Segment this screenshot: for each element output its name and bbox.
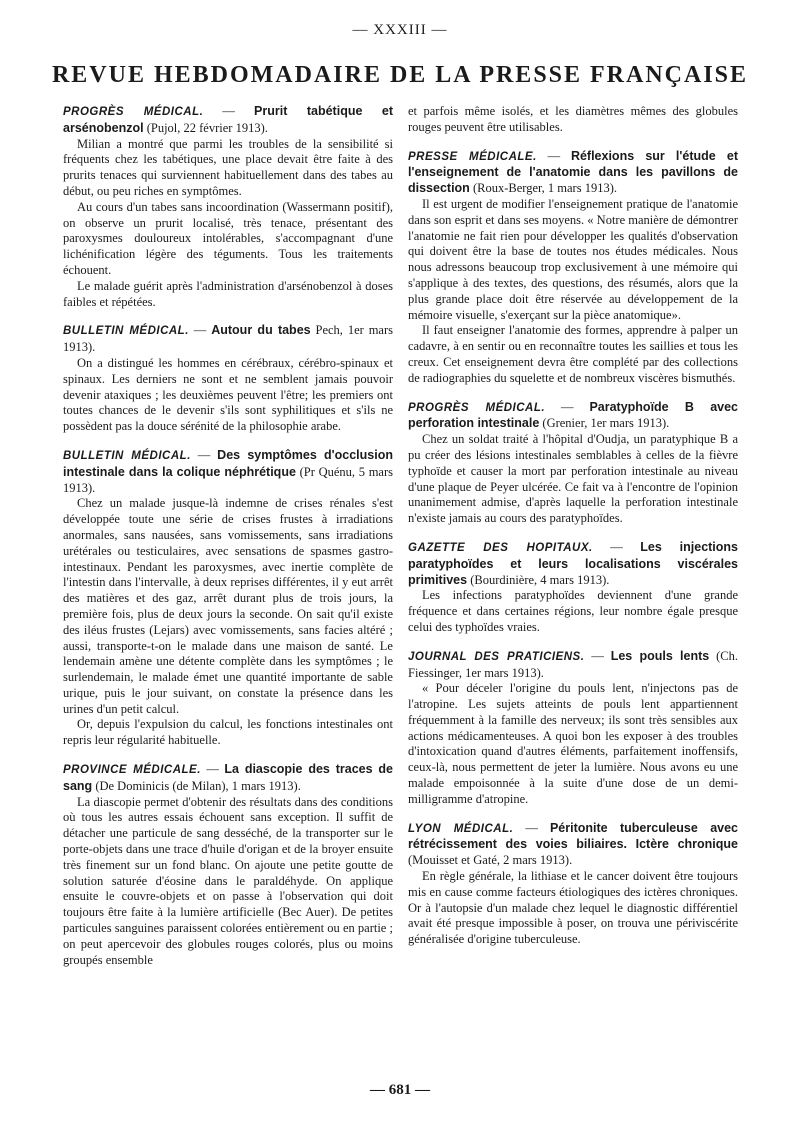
article-source: (Grenier, 1er mars 1913). (539, 416, 670, 431)
article-dash: — (536, 148, 571, 163)
article-paragraph: Milian a montré que parmi les troubles de la sensibilité si fréquents chez les tabétiques, une place devait être faite à des prurits tenaces qui surviennent habituellement dans des tabes au début, ou peu riches en symptômes. (63, 136, 393, 198)
article-journal: LYON MÉDICAL. (408, 822, 514, 835)
article-journal: PROVINCE MÉDICALE. (63, 764, 201, 777)
article-title: La diascopie des traces de sang (63, 762, 393, 793)
article-journal: BULLETIN MÉDICAL. (63, 325, 189, 338)
article-heading (63, 448, 393, 496)
article (408, 649, 738, 808)
article-source: (Pr Quénu, 5 mars 1913). (63, 464, 394, 495)
article-journal: PROGRÈS MÉDICAL. (63, 106, 204, 118)
article-heading (408, 821, 738, 869)
article-dash: — (200, 762, 225, 777)
article-paragraph: et parfois même isolés, et les diamètres mêmes des globules rouges peuvent être utilisables. (408, 104, 738, 134)
article (408, 104, 738, 136)
article-dash: — (188, 323, 212, 338)
article-title: Autour du tabes (211, 323, 311, 338)
article-paragraph: Il est urgent de modifier l'enseignement pratique de l'anatomie dans son esprit et dans ses moyens. « Notre manière de démontrer l'anatomie ne fait rien pour développer les qualités d'observation qui doivent être la base de toutes nos études médicales. Nous nous adressons beaucoup trop exclusivement à une mémoire qui s'applique à des textes, des questions, des résumés, alors que la plus grande place doit être réservée au développement de la mémoire visuelle, s'exerçant sur la pièce anatomique». (408, 196, 738, 322)
article-heading (408, 540, 738, 588)
article-dash: — (203, 104, 255, 118)
article-source: (Ch. Fiessinger, 1er mars 1913). (408, 648, 739, 680)
article-source: (Bourdinière, 4 mars 1913). (467, 572, 610, 587)
article-heading (408, 149, 738, 197)
article-paragraph: Il faut enseigner l'anatomie des formes, apprendre à palper un cadavre, à en sentir ou en reconnaître toutes les saillies et tous les creux. Cet enseignement devra être complété par des collections de radiographies du squelette et de nombreux viscères bismuthés. (408, 323, 738, 385)
article-paragraph: Le malade guérit après l'administration d'arsénobenzol à doses faibles et répétées. (63, 278, 393, 309)
article-title: Paratyphoïde B avec perforation intestinale (408, 399, 738, 431)
article-source: (Pujol, 22 février 1913). (143, 120, 268, 135)
article-title: Réflexions sur l'étude et l'enseignement de l'anatomie dans les pavillons de dissection (408, 148, 738, 196)
article-heading (408, 649, 738, 682)
article-paragraph: On a distingué les hommes en cérébraux, cérébro-spinaux et spinaux. Les derniers ne sont et ne semblent jamais pouvoir devenir ataxiques ; les deuxièmes peuvent l'être; les premiers ont toutes chances de le devenir s'ils sont syphilitiques et s'ils ne possèdent pas la douce sérénité de la philosophie arabe. (63, 355, 393, 434)
article-heading (63, 762, 393, 795)
article-dash: — (584, 648, 611, 663)
article-source: (Mouisset et Gaté, 2 mars 1913). (408, 853, 573, 868)
article-title: Des symptômes d'occlusion intestinale dans la colique néphrétique (63, 447, 393, 479)
article-journal: PRESSE MÉDICALE. (408, 150, 537, 163)
left-column (63, 104, 393, 981)
article (408, 540, 738, 636)
article-dash: — (592, 539, 641, 554)
article-dash: — (545, 399, 590, 414)
article-heading (408, 400, 738, 433)
article-title: Péritonite tuberculeuse avec rétrécissement des voies biliaires. Ictère chronique (408, 820, 739, 852)
article-journal: BULLETIN MÉDICAL. (63, 449, 191, 462)
right-column (408, 104, 738, 961)
article-heading (63, 104, 393, 137)
article-paragraph: Or, depuis l'expulsion du calcul, les fonctions intestinales ont repris leur régularité habituelle. (63, 717, 393, 748)
article (63, 762, 393, 968)
article-source: (Roux-Berger, 1 mars 1913). (469, 181, 617, 196)
folio-page-number: — 681 — (370, 1082, 430, 1098)
article-dash: — (190, 447, 218, 462)
article-journal: GAZETTE DES HOPITAUX. (408, 541, 593, 554)
article-paragraph: « Pour déceler l'origine du pouls lent, n'injectons pas de l'atropine. Les sujets atteints de pouls lent appartiennent fréquemment à la famille des nerveux; ils sont très sensibles aux actions médicamenteuses. A quoi bon les exposer à des troubles d'intoxication quand d'autres éléments, parfaitement inoffensifs, ceux-là, nous permettent de jeter la lumière. Nous avons eu une malade empoisonnée à la suite d'une dose de un demi-milligramme d'atropine. (408, 681, 738, 806)
article-paragraph: Les infections paratyphoïdes deviennent d'une grande fréquence et dans certaines régions, leur nombre égale presque celui des typhoïdes vraies. (408, 588, 738, 634)
article-title: Les pouls lents (610, 648, 710, 663)
article-paragraph: La diascopie permet d'obtenir des résultats dans des conditions où tous les autres essais échouent sans exception. Il suffit de détacher une particule de sang desséché, de la transporter sur le porte-objets dans une trace d'huile d'origan et de la broyer ensuite très finement sur un fond blanc. On ajoute une petite goutte de solution saturée d'éosine dans le paraldéhyde. On applique ensuite le couvre-objets et on passe à l'observation qui doit toujours être faite à la lumière artificielle (Bec Auer). De petites particules sanguines paraissent colorées entièrement ou en partie ; on peut apercevoir des globules rouges colorés, plus ou moins groupés ensemble (63, 794, 393, 967)
article (63, 448, 393, 749)
article (408, 821, 738, 948)
article (408, 400, 738, 527)
article-source: (De Dominicis (de Milan), 1 mars 1913). (92, 778, 301, 793)
article-title: Les injections paratyphoïdes et leurs localisations viscérales primitives (408, 539, 739, 587)
article-paragraph: Au cours d'un tabes sans incoordination (Wassermann positif), on observe un prurit localisé, très tenace, présentant des paroxysmes douloureux intolérables, s'accompagnant d'une lichénification légère des téguments. Tous les traitements échouent. (63, 199, 393, 277)
article-journal: JOURNAL DES PRATICIENS. (408, 650, 585, 663)
article-journal: PROGRÈS MÉDICAL. (408, 401, 546, 414)
article-title: Prurit tabétique et arsénobenzol (63, 104, 393, 135)
article-paragraph: Chez un malade jusque-là indemne de crises rénales s'est développée toute une série de crises frustes à irradiations anormales, sans nausées, sans vomissements, sans irradiations urétérales ou testiculaires, avec sensations de spasmes gastro-intestinaux. Pendant les paroxysmes, avec inertie complète de l'intestin dans l'intervalle, à deux reprises différentes, il y eut arrêt des matières et des gaz, arrêt durant plus de trois jours, la première fois, plus de deux jours la seconde. On sait qu'il existe des iléus frustes (Lejars) avec vomissements, sans facies altéré ; aussi, transporte-t-on le malade dans une maison de santé. Le lendemain amène une détente complète dans les symptômes ; le surlendemain, le malade émet une quantité importante de sable urique, puis le jour suivant, on constate la présence dans les urines d'un petit calcul. (63, 496, 393, 716)
roman-page-number: — XXXIII — (352, 22, 448, 38)
article (63, 323, 393, 435)
article-dash: — (513, 820, 550, 835)
article (408, 149, 738, 387)
article-heading (63, 323, 393, 356)
article-source: Pech, 1er mars 1913). (63, 323, 393, 355)
masthead-title: REVUE HEBDOMADAIRE DE LA PRESSE FRANÇAISE (51, 62, 749, 88)
article (63, 104, 393, 310)
article-paragraph: En règle générale, la lithiase et le cancer doivent être toujours mis en cause comme facteurs étiologiques des ictères chroniques. Or à l'autopsie d'un malade chez lequel le diagnostic différentiel avait été presque impossible à poser, on trouva une périviscérite généralisée d'origine tuberculeuse. (408, 869, 738, 947)
article-paragraph: Chez un soldat traité à l'hôpital d'Oudja, un paratyphique B a pu créer des lésions intestinales semblables à celles de la fièvre typhoïde et causer la mort par perforation intestinale au niveau d'une plaque de Peyer ulcérée. Ce fait va à l'encontre de l'opinion unanimement admise, d'après laquelle la perforation intestinale n'existe jamais au cours des paratyphoïdes. (408, 432, 738, 526)
